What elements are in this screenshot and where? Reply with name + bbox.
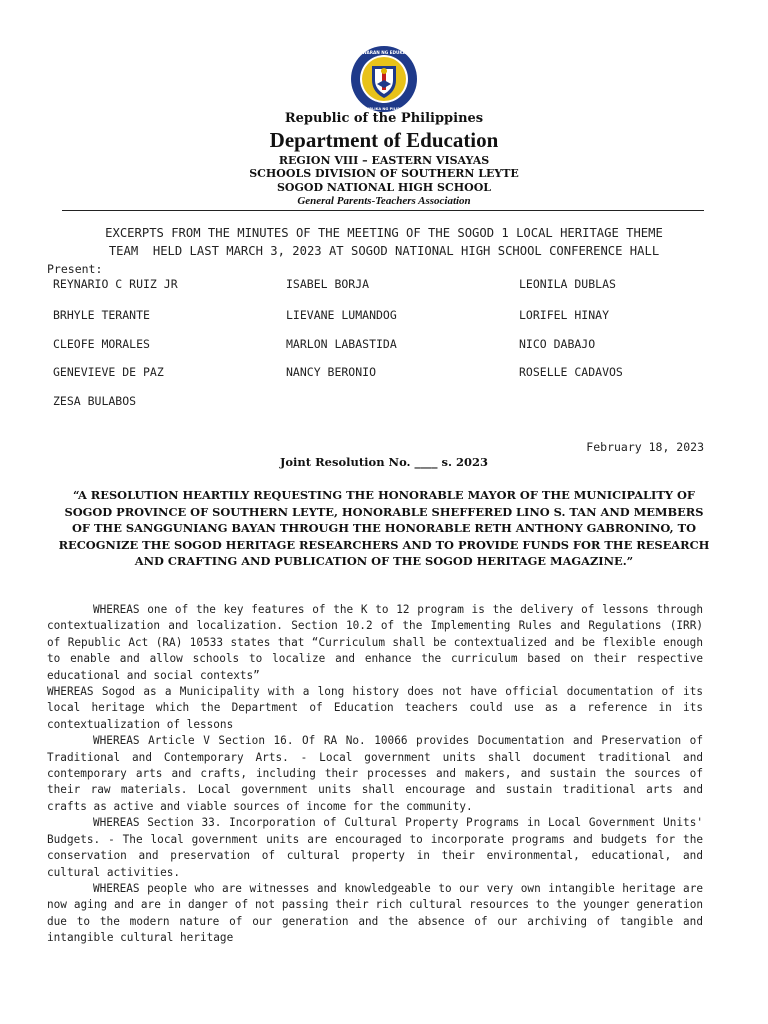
attendee-name: BRHYLE TERANTE xyxy=(53,308,150,322)
attendee-name: CLEOFE MORALES xyxy=(53,337,150,351)
excerpt-heading xyxy=(50,224,718,260)
whereas-paragraph: WHEREAS Article V Section 16. Of RA No. 10066 provides Documentation and Preservation of Traditional and Contemporary Arts. - Local government units shall document traditional and contemporary arts and crafts, including their processes and makers, and sustain the sources of their raw materials. Local government units shall encourage and sustain traditional arts and crafts as active and viable sources of income for the community. xyxy=(47,734,703,813)
attendee-name: GENEVIEVE DE PAZ xyxy=(53,365,164,379)
republic-line: Republic of the Philippines xyxy=(284,111,484,126)
document-date: February 18, 2023 xyxy=(586,440,704,454)
school-line: SOGOD NATIONAL HIGH SCHOOL xyxy=(276,181,492,194)
attendee-name: NANCY BERONIO xyxy=(286,365,377,379)
attendee-name: NICO DABAJO xyxy=(519,337,596,351)
attendee-name: ISABEL BORJA xyxy=(286,277,370,291)
whereas-paragraph: WHEREAS one of the key features of the K to 12 program is the delivery of lessons through contextualization and localization. Section 10.2 of the Implementing Rules and Regulations (IRR) of Republic Act (RA) 10533 states that “Curriculum shall be contextualized and be flexible enough to enable and allow schools to localize and enhance the curriculum based on their respective educational and social contexts” xyxy=(47,603,703,682)
resolution-title: “A RESOLUTION HEARTILY REQUESTING THE HONORABLE MAYOR OF THE MUNICIPALITY OF SOGOD PROVINCE OF SOUTHERN LEYTE, HONORABLE SHEFFERED LINO S. TAN AND MEMBERS OF THE SANGGUNIANG BAYAN THROUGH THE HONORABLE RETH ANTHONY GABRONINO, TO RECOGNIZE THE SOGOD HERITAGE RESEARCHERS AND TO PROVIDE FUNDS FOR THE RESEARCH AND CRAFTING AND PUBLICATION OF THE SOGOD HERITAGE MAGAZINE.” xyxy=(58,488,710,568)
division-line: SCHOOLS DIVISION OF SOUTHERN LEYTE xyxy=(249,167,519,180)
deped-seal xyxy=(344,44,424,114)
seal-top-text: KAGAWARAN NG EDUKASYON xyxy=(349,50,419,55)
seal-bottom-text: REPUBLIKA NG PILIPINAS xyxy=(358,107,410,111)
attendee-name: LORIFEL HINAY xyxy=(519,308,610,322)
whereas-section xyxy=(47,602,703,947)
attendee-name: LIEVANE LUMANDOG xyxy=(286,308,397,322)
attendee-name: LEONILA DUBLAS xyxy=(519,277,616,291)
attendee-name: ZESA BULABOS xyxy=(53,394,137,408)
whereas-paragraph: WHEREAS Section 33. Incorporation of Cultural Property Programs in Local Government Units' Budgets. - The local government units are encouraged to incorporate programs and budgets for the conservation and preservation of cultural property in their environmental, educational, and cultural activities. xyxy=(47,816,703,879)
present-label: Present: xyxy=(47,262,103,276)
region-line: REGION VIII – EASTERN VISAYAS xyxy=(278,154,490,167)
attendee-name: REYNARIO C RUIZ JR xyxy=(53,277,178,291)
header-divider xyxy=(62,210,704,211)
attendee-name: ROSELLE CADAVOS xyxy=(519,365,623,379)
joint-resolution-number: Joint Resolution No. ____ s. 2023 xyxy=(279,455,489,469)
department-title: Department of Education xyxy=(269,128,499,152)
excerpt-line-1: EXCERPTS FROM THE MINUTES OF THE MEETING OF THE SOGOD 1 LOCAL HERITAGE THEME xyxy=(105,226,663,240)
excerpt-line-2: TEAM HELD LAST MARCH 3, 2023 AT SOGOD NATIONAL HIGH SCHOOL CONFERENCE HALL xyxy=(108,244,660,258)
whereas-paragraph: WHEREAS Sogod as a Municipality with a long history does not have official documentation of its local heritage which the Department of Education teachers could use as a reference in its contextualization of lessons xyxy=(47,685,703,731)
attendee-name: MARLON LABASTIDA xyxy=(286,337,397,351)
association-line: General Parents-Teachers Association xyxy=(297,195,471,207)
whereas-paragraph: WHEREAS people who are witnesses and knowledgeable to our very own intangible heritage are now aging and are in danger of not passing their rich cultural resources to the younger generation due to the modern nature of our generation and the absence of our archiving of tangible and intangible cultural heritage xyxy=(47,881,703,945)
